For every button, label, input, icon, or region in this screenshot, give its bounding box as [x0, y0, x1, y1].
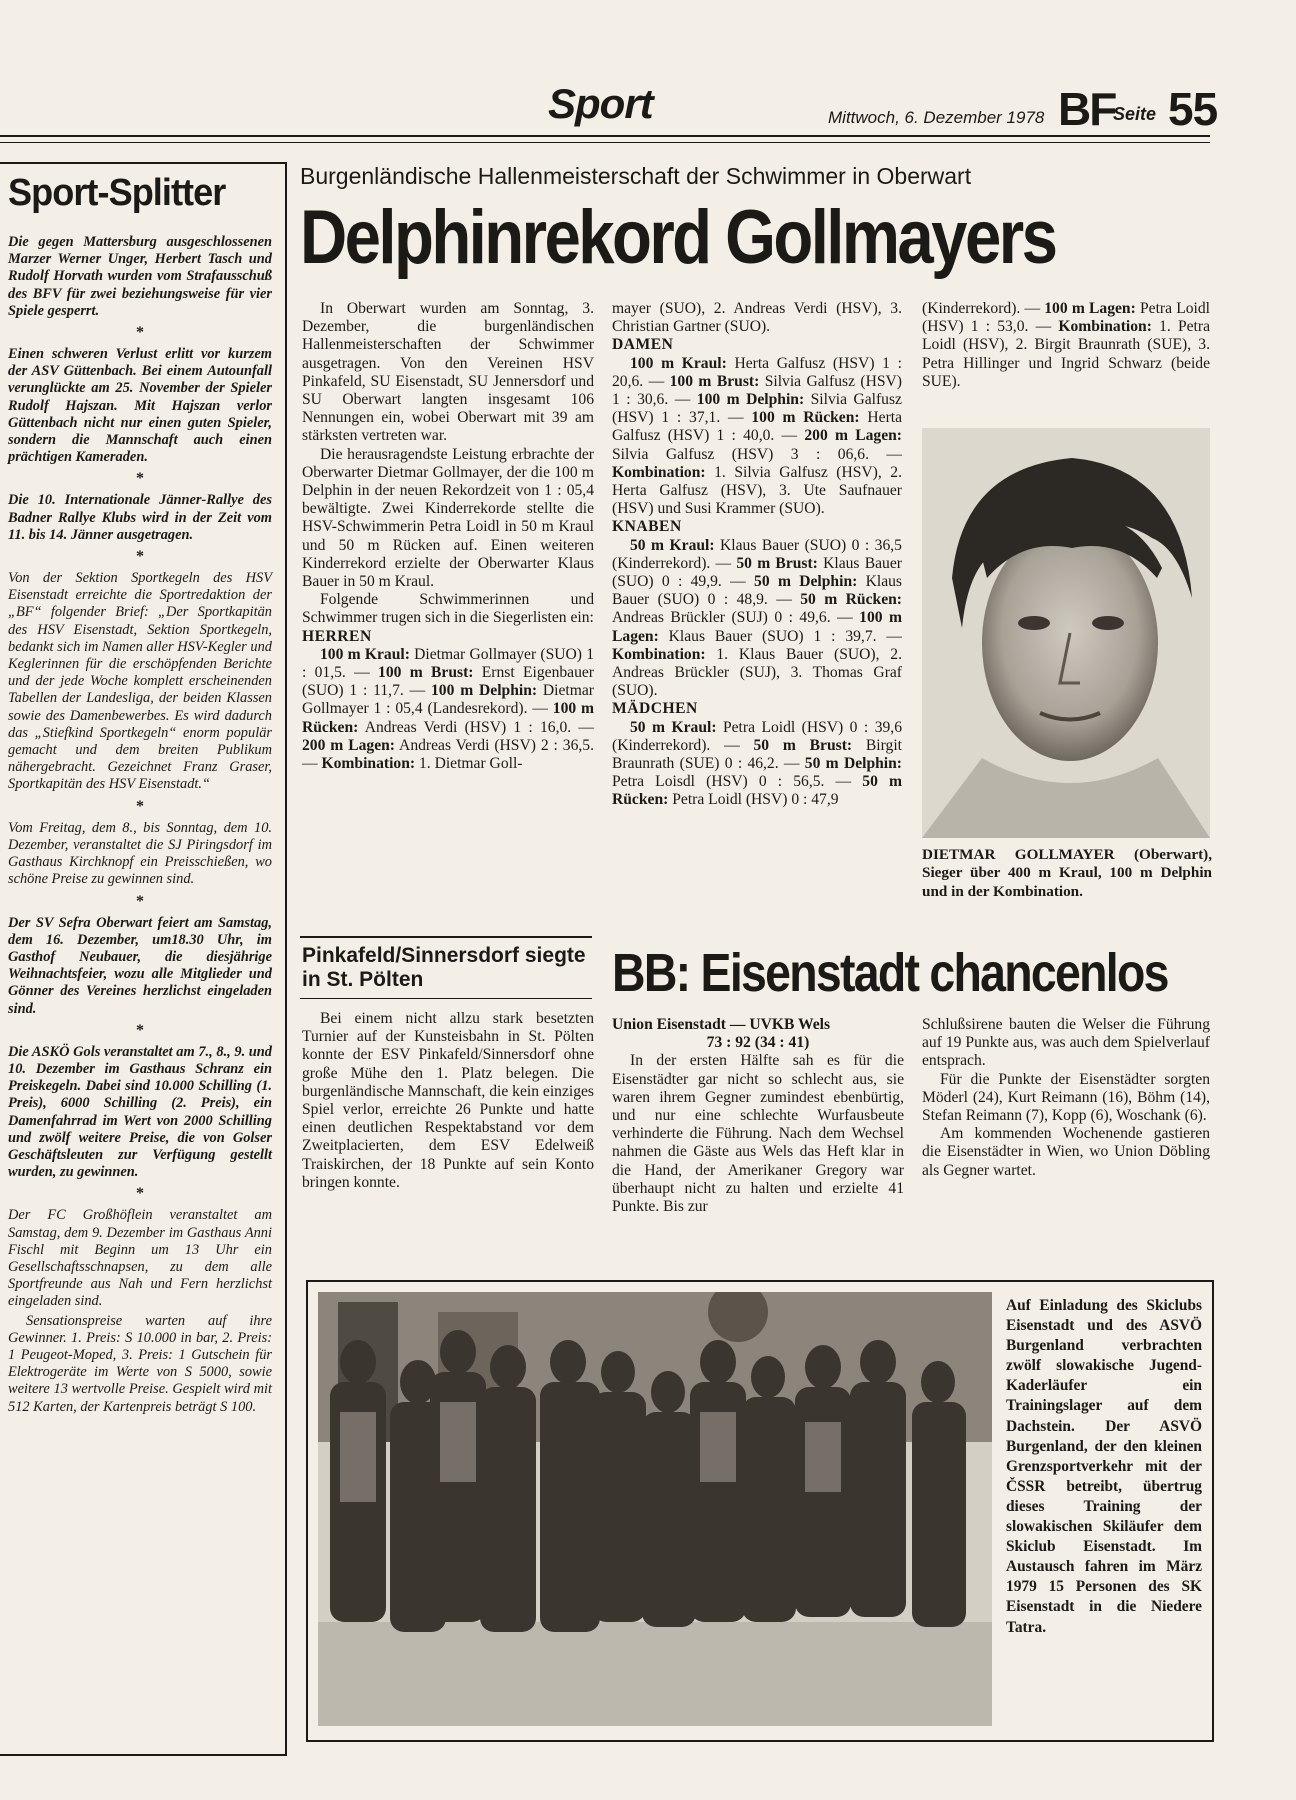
article-column-1 [302, 300, 594, 773]
section-label-herren: HERREN [302, 627, 372, 645]
pinkafeld-body [302, 1010, 594, 1192]
page-label: Seite [1113, 104, 1157, 124]
sidebar-item: Die gegen Mattersburg ausgeschlossenen Marzer Werner Unger, Herbert Tasch und Rudolf Horvath wurden vom Strafausschuß des BFV für zwei beziehungsweise für vier Spiele gesperrt. [8, 234, 272, 319]
ski-photo-caption: Auf Einladung des Skiclubs Eisenstadt und des ASVÖ Burgenland verbrachten zwölf slowakische Jugend-Kaderläufer ein Trainingslager auf dem Dachstein. Der ASVÖ Burgenland, der den kleinen Grenzsportverkehr mit der ČSSR betreibt, übertrug dieses Training der slowakischen Skiläufer dem Skiclub Eisenstadt. Im Austausch fahren im März 1979 15 Personen des SK Eisenstadt in die Niedere Tatra. [1006, 1297, 1202, 1636]
bb-column-2 [922, 1016, 1210, 1180]
bb-teams: Union Eisenstadt — UVKB Wels [612, 1016, 831, 1033]
bb-score: 73 : 92 (34 : 41) [706, 1034, 810, 1052]
paragraph: Für die Punkte der Eisenstädter sorgten Möderl (24), Kurt Reimann (16), Böhm (14), Stefan Reimann (7), Kopp (6), Woschank (6). [922, 1070, 1210, 1125]
header-rule [0, 135, 1210, 137]
sidebar-title: Sport-Splitter [8, 172, 226, 214]
results-herren: 100 m Kraul: Dietmar Gollmayer (SUO) 1 : 01,5. — 100 m Brust: Ernst Eigenbauer (SUO) 1 : 11,7. — 100 m Delphin: Dietmar Gollmayer 1 : 05,4 (Landesrekord). — 100 m Rücken: Andreas Verdi (HSV) 1 : 16,0. — 200 m Lagen: Andreas Verdi (HSV) 2 : 36,5. — Kombination: 1. Dietmar Goll- [302, 645, 594, 773]
sidebar-item: Von der Sektion Sportkegeln des HSV Eisenstadt erreichte die Sportredaktion der „BF“ folgender Brief: „Der Sportkapitän des HSV Eisenstadt, Sektion Sportkegeln, bedankt sich im Namen aller HSV-Kegler und Keglerinnen für die erschöpfenden Berichte und der jede Woche komplett erscheinenden Tabellen der Landesliga, der beiden Klassen sowie des Damenbewerbes. Es wird dadurch das „Stiefkind Sportkegeln“ enorm populär gemacht und dem breiten Publikum nähergebracht. Gezeichnet Franz Graser, Sportkapitän des HSV Eisenstadt.“ [8, 570, 272, 793]
paragraph: In der ersten Hälfte sah es für die Eisenstädter gar nicht so schlecht aus, sie waren ihrem Gegner zumindest ebenbürtig, und nur eine schlechte Wurfausbeute verhinderte die Führung. Nach dem Wechsel nahmen die Gäste aus Wels das Heft klar in die Hand, der Amerikaner Gregory war überhaupt nicht zu halten und erzielte 41 Punkte. Bis zur [612, 1052, 904, 1216]
article-rule [300, 936, 592, 938]
section-label-maedchen: MÄDCHEN [612, 700, 698, 718]
issue-date: Mittwoch, 6. Dezember 1978 [828, 108, 1045, 127]
sidebar-item: Die ASKÖ Gols veranstaltet am 7., 8., 9. und 10. Dezember im Gasthaus Schranz ein Preiskegeln. Dabei sind 10.000 Schilling (1. Preis), 6000 Schilling (2. Preis), ein Damenfahrrad im Wert von 2000 Schilling und zwölf weitere Preise, die von Golser Geschäftsleuten zur Verfügung gestellt wurden, zu gewinnen. [8, 1043, 272, 1181]
portrait-caption: DIETMAR GOLLMAYER (Oberwart), Sieger über 400 m Kraul, 100 m Delphin und in der Kombination. [922, 846, 1212, 900]
paragraph: mayer (SUO), 2. Andreas Verdi (HSV), 3. Christian Gartner (SUO). [612, 300, 902, 336]
article-column-3 [922, 300, 1210, 391]
page-number: 55 [1168, 83, 1218, 135]
sidebar-item: Sensationspreise warten auf ihre Gewinner. 1. Preis: S 10.000 in bar, 2. Preis: 1 Peugeot-Moped, 3. Preis: 1 Gutschein für Elektrogeräte im Werte von S 5000, sowie weitere 13 wertvolle Preise. Gespielt wird mit 512 Karten, der Kartenpreis beträgt S 100. [8, 1312, 272, 1415]
group-photo [318, 1292, 992, 1726]
results-maedchen: 50 m Kraul: Petra Loidl (HSV) 0 : 39,6 (Kinderrekord). — 50 m Brust: Birgit Braunrath (SUE) 0 : 46,2. — 50 m Delphin: Petra Loisdl (HSV) 0 : 56,5. — 50 m Rücken: Petra Loidl (HSV) 0 : 47,9 [612, 718, 902, 809]
paragraph: In Oberwart wurden am Sonntag, 3. Dezember, die burgenländischen Hallenmeisterschaften der Schwimmer ausgetragen. Von den Vereinen HSV Pinkafeld, SU Eisenstadt, SU Jennersdorf und SU Oberwart langten insgesamt 106 Nennungen ein, wobei Oberwart mit 39 am stärksten vertreten war. [302, 300, 594, 445]
sidebar-item: Einen schweren Verlust erlitt vor kurzem der ASV Güttenbach. Bei einem Autounfall verunglückte am 25. November der Spieler Rudolf Hajszan. Mit Hajszan verlor Güttenbach nicht nur einen guten Spieler, sondern die Mannschaft auch einen prächtigen Kameraden. [8, 346, 272, 466]
article-rule-thin [300, 998, 592, 999]
sidebar-item: Vom Freitag, dem 8., bis Sonntag, dem 10. Dezember, veranstaltet die SJ Piringsdorf im Gasthaus Kirchknopf ein Preisschießen, wo schöne Preise zu gewinnen sind. [8, 819, 272, 888]
article-column-2 [612, 300, 902, 810]
paragraph: Am kommenden Wochenende gastieren die Eisenstädter in Wien, wo Union Döbling als Gegner wartet. [922, 1125, 1210, 1179]
bb-column-1 [612, 1016, 904, 1216]
separator-star: * [136, 1185, 144, 1203]
separator-star: * [136, 892, 144, 910]
separator-star: * [136, 470, 144, 488]
sidebar-body [8, 234, 272, 1416]
article-kicker: Burgenländische Hallenmeisterschaft der Schwimmer in Oberwart [300, 163, 972, 189]
header-rule-thin [0, 142, 1210, 143]
separator-star: * [136, 324, 144, 342]
sidebar-item: Der SV Sefra Oberwart feiert am Samstag, dem 16. Dezember, um18.30 Uhr, im Gasthof Neubauer, die diesjährige Weihnachtsfeier, wozu alle Mitglieder und Gönner des Vereines herzlichst eingeladen sind. [8, 914, 272, 1017]
separator-star: * [136, 548, 144, 566]
sidebar-item: Der FC Großhöflein veranstaltet am Samstag, dem 9. Dezember im Gasthaus Anni Fischl mit Beginn um 13 Uhr ein Gesellschaftsschnapsen, zu dem alle Sportfreunde aus Nah und Fern herzlichst eingeladen sind. [8, 1207, 272, 1310]
results-damen: 100 m Kraul: Herta Galfusz (HSV) 1 : 20,6. — 100 m Brust: Silvia Galfusz (HSV) 1 : 30,6. — 100 m Delphin: Silvia Galfusz (HSV) 1 : 37,1. — 100 m Rücken: Herta Galfusz (HSV) 1 : 40,0. — 200 m Lagen: Silvia Galfusz (HSV) 3 : 06,6. — Kombination: 1. Silvia Galfusz (HSV), 2. Herta Galfusz (HSV), 3. Ute Saufnauer (HSV) und Susi Krammer (SUO). [612, 354, 903, 518]
paragraph: Folgende Schwimmerinnen und Schwimmer trugen sich in die Siegerlisten ein: [302, 591, 594, 627]
paragraph: Bei einem nicht allzu stark besetzten Turnier auf der Kunsteisbahn in St. Pölten konnte der ESV Pinkafeld/Sinnersdorf ohne große Mühe den 1. Platz belegen. Die burgenländische Mannschaft, die kein einziges Spiel verlor, erreichte 26 Punkte und hatte einen deutlichen Respektabstand vor dem Zweitplacierten, dem ESV Edelweiß Traiskirchen, der 18 Punkte auf sein Konto bringen konnte. [302, 1010, 595, 1191]
section-title: Sport [548, 80, 653, 127]
section-label-knaben: KNABEN [612, 518, 682, 536]
results-knaben: 50 m Kraul: Klaus Bauer (SUO) 0 : 36,5 (Kinderrekord). — 50 m Brust: Klaus Bauer (SUO) 0 : 49,9. — 50 m Delphin: Klaus Bauer (SUO) 0 : 48,9. — 50 m Rücken: Andreas Brückler (SUJ) 0 : 49,6. — 100 m Lagen: Klaus Bauer (SUO) 1 : 39,7. — Kombination: 1. Klaus Bauer (SUO), 2. Andreas Brückler (SUJ), 3. Thomas Graf (SUO). [612, 536, 903, 700]
pinkafeld-headline: Pinkafeld/Sinnersdorf siegte in St. Pölten [302, 944, 586, 991]
paragraph: (Kinderrekord). — 100 m Lagen: Petra Loidl (HSV) 1 : 53,0. — Kombination: 1. Petra Loidl (HSV), 2. Birgit Braunrath (SUE), 3. Petra Hillinger und Ingrid Schwarz (beide SUE). [922, 300, 1210, 390]
bb-headline: BB: Eisenstadt chancenlos [612, 943, 1168, 1003]
paragraph: Schlußsirene bauten die Welser die Führung auf 19 Punkte aus, was auch dem Spielverlauf entsprach. [922, 1016, 1210, 1070]
separator-star: * [136, 1021, 144, 1039]
paper-logo: BF [1058, 83, 1116, 135]
sidebar-item: Die 10. Internationale Jänner-Rallye des Badner Rallye Klubs wird in der Zeit vom 11. bis 14. Jänner ausgetragen. [8, 492, 272, 543]
portrait-photo [922, 428, 1210, 838]
paragraph: Die herausragendste Leistung erbrachte der Oberwarter Dietmar Gollmayer, der die 100 m Delphin in der neuen Rekordzeit von 1 : 05,4 bewältigte. Zwei Kinderrekorde stellte die HSV-Schwimmerin Petra Loidl in 50 m Kraul und 50 m Rücken auf. Einen weiteren Kinderrekord erzielte der Oberwarter Klaus Bauer in 50 m Kraul. [302, 445, 594, 591]
article-headline: Delphinrekord Gollmayers [300, 195, 1056, 280]
section-label-damen: DAMEN [612, 336, 674, 354]
separator-star: * [136, 797, 144, 815]
